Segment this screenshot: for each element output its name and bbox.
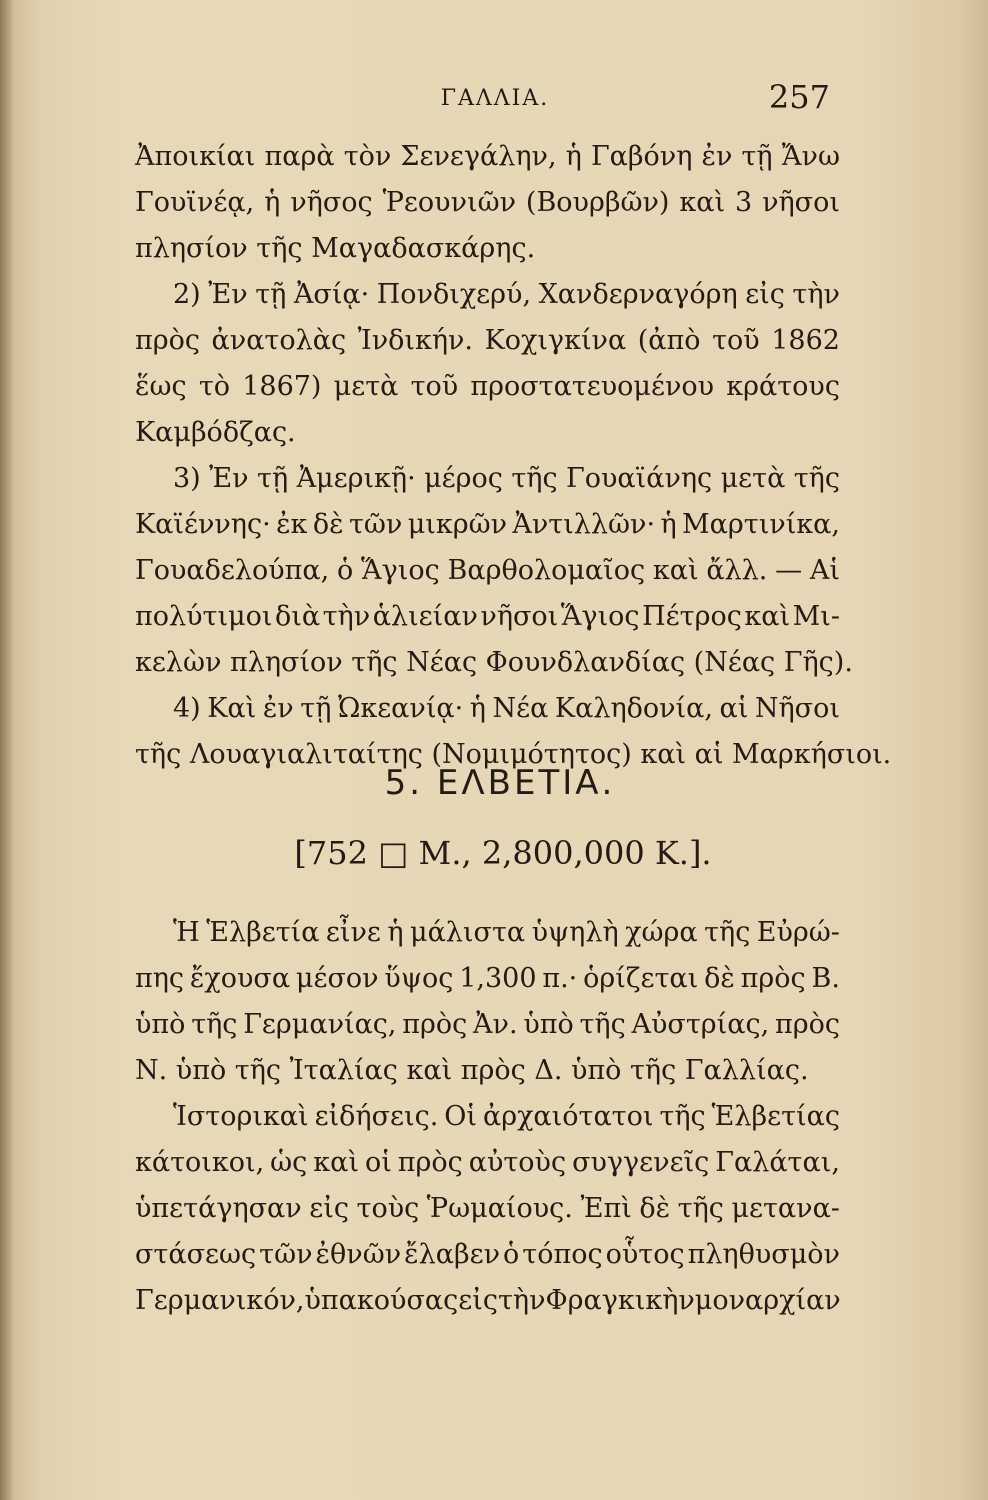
text-line: Ν. ὑπὸ τῆς Ἰταλίας καὶ πρὸς Δ. ὑπὸ τῆς Γαλλίας.	[135, 1055, 809, 1086]
text-block-switzerland	[135, 910, 840, 1324]
word: ὑπακούσας	[304, 1285, 459, 1316]
word: Ἅγιος	[361, 555, 440, 586]
word: ἔχουσα	[189, 963, 291, 994]
word: Ἐπὶ	[580, 1193, 632, 1224]
word: ἐκ	[276, 509, 308, 540]
section-stats: [752 □ Μ., 2,800,000 Κ.].	[294, 834, 712, 872]
word: Κοχιγκίνα	[484, 325, 627, 356]
word: μάλιστα	[410, 917, 526, 948]
text-line	[135, 502, 840, 548]
word: νῆσος	[290, 187, 373, 218]
word: 1867)	[242, 371, 322, 402]
word: εἶνε	[325, 917, 381, 948]
text-line: πλησίον τῆς Μαγαδασκάρης.	[135, 233, 536, 264]
word: Ἀποικίαι	[135, 141, 256, 172]
word: Ἄνω	[781, 141, 840, 172]
word: τοῦ	[712, 325, 760, 356]
word: 1,300	[459, 963, 537, 994]
word: εἰς	[309, 1193, 349, 1224]
word: πρὸς	[774, 1009, 840, 1040]
word: δὲ	[312, 509, 344, 540]
word: καὶ	[744, 601, 791, 632]
word: μετὰ	[720, 463, 786, 494]
word: τῇ	[741, 141, 773, 172]
word: ἡ	[660, 509, 677, 540]
word: ἐν	[701, 141, 733, 172]
word: ὕψος	[384, 963, 454, 994]
text-line	[135, 910, 840, 956]
word: 1862	[771, 325, 840, 356]
word: Ἀσίᾳ·	[293, 279, 370, 310]
word: Ἀντιλλῶν·	[512, 509, 656, 540]
word: Χανδερναγόρη	[538, 279, 738, 310]
word: Ἀμερικῇ·	[296, 463, 416, 494]
text-line	[135, 1094, 840, 1140]
word: Ἀν.	[473, 1009, 518, 1040]
word: τῆς	[191, 1009, 238, 1040]
word: Ἰνδικήν.	[357, 325, 474, 356]
word: Μι-	[792, 601, 840, 632]
word: Γουαϊάνης	[566, 463, 713, 494]
word: νῆσοι	[480, 601, 559, 632]
word: Ἐν	[209, 463, 249, 494]
word: ὑπὸ	[523, 1009, 574, 1040]
page-number: 257	[768, 78, 830, 116]
text-line	[135, 364, 840, 410]
word: Ἅγιος	[560, 601, 640, 632]
word: Καϊέννης·	[135, 509, 271, 540]
word: οὗτος	[605, 1239, 685, 1270]
word: Ῥεουνιῶν	[382, 187, 516, 218]
word: ἀνατολὰς	[211, 325, 347, 356]
word: π.·	[542, 963, 578, 994]
word: ὑπετάγησαν	[135, 1193, 302, 1224]
word: μέσον	[295, 963, 379, 994]
word: Πέτρος	[642, 601, 742, 632]
word: τῇ	[255, 279, 287, 310]
word: καὶ	[313, 1147, 359, 1178]
word: πρὸς	[740, 963, 806, 994]
word: Γαλάται,	[715, 1147, 840, 1178]
word: Νέα	[492, 693, 549, 724]
word: τῆς	[579, 1009, 626, 1040]
word: Πονδιχερύ,	[376, 279, 532, 310]
word: μοναρχίαν	[694, 1285, 841, 1316]
word: αἱ	[719, 693, 749, 724]
word: 3)	[173, 463, 201, 494]
word: Οἱ	[444, 1101, 477, 1132]
word: ἡ	[387, 917, 404, 948]
word: τῶν	[259, 1239, 313, 1270]
word: Σενεγάλην,	[400, 141, 557, 172]
word: ἐθνῶν	[315, 1239, 402, 1270]
word: στάσεως	[135, 1239, 257, 1270]
word: πρὸς	[397, 1147, 463, 1178]
word: καὶ	[679, 187, 726, 218]
word: Γερμανικόν,	[135, 1285, 305, 1316]
word: ὑπὸ	[135, 1009, 186, 1040]
text-line	[135, 1186, 840, 1232]
text-line	[135, 318, 840, 364]
word: πολύτιμοι	[135, 601, 273, 632]
word: τὴν	[792, 279, 840, 310]
word: διὰ	[275, 601, 321, 632]
word: αὐτοὺς	[468, 1147, 567, 1178]
word: Εὐρώ-	[756, 917, 840, 948]
word: ἡ	[565, 141, 582, 172]
page-spine-shadow	[0, 0, 14, 1500]
word: τὸν	[343, 141, 392, 172]
word: τῆς	[793, 463, 840, 494]
word: τοῦ	[410, 371, 459, 402]
text-line: τῆς Λουαγιαλιταίτης (Νομιμότητος) καὶ αἱ Μαρκήσιοι.	[135, 739, 892, 770]
word: ἕως	[135, 371, 187, 402]
word: ὁρίζεται	[583, 963, 699, 994]
word: μετανα-	[731, 1193, 840, 1224]
word: Γαβόνη	[590, 141, 693, 172]
word: εἰδήσεις.	[314, 1101, 439, 1132]
word: (ἀπὸ	[637, 325, 701, 356]
word: Γουϊνέᾳ,	[135, 187, 255, 218]
word: ὡς	[270, 1147, 308, 1178]
word: καὶ	[652, 555, 699, 586]
word: εἰς	[745, 279, 785, 310]
word: ὁ	[337, 555, 354, 586]
word: ἄλλ.	[706, 555, 768, 586]
word: 2)	[173, 279, 201, 310]
word: Καὶ	[207, 693, 257, 724]
word: κράτους	[726, 371, 840, 402]
word: μέρος	[424, 463, 503, 494]
word: 4)	[173, 693, 201, 724]
text-line	[135, 272, 840, 318]
text-line	[135, 180, 840, 226]
word: (Βουρβῶν)	[525, 187, 670, 218]
word: νῆσοι	[762, 187, 840, 218]
word: τὴν	[497, 1285, 546, 1316]
word: προστατευομένου	[470, 371, 715, 402]
word: τῇ	[257, 463, 289, 494]
text-line	[135, 134, 840, 180]
word: τόπος	[522, 1239, 603, 1270]
word: τῇ	[300, 693, 332, 724]
word: ἔλαβεν	[404, 1239, 500, 1270]
word: τὴν	[322, 601, 371, 632]
word: Ἡ	[173, 917, 200, 948]
word: τῆς	[704, 917, 751, 948]
word: ἁλιείαν	[372, 601, 478, 632]
word: Νῆσοι	[754, 693, 840, 724]
text-block-colonies	[135, 134, 892, 778]
word: Καληδονία,	[554, 693, 713, 724]
text-line	[135, 594, 840, 640]
word: Ὠκεανίᾳ·	[337, 693, 464, 724]
section-title: 5. ΕΛΒΕΤΙΑ.	[384, 763, 616, 803]
word: κάτοικοι,	[135, 1147, 265, 1178]
word: Β.	[811, 963, 840, 994]
word: δὲ	[639, 1193, 671, 1224]
word: τῶν	[348, 509, 403, 540]
word: Βαρθολομαῖος	[447, 555, 646, 586]
word: οἱ	[364, 1147, 392, 1178]
word: Γουαδελούπα,	[135, 555, 330, 586]
word: Φραγκικὴν	[545, 1285, 695, 1316]
word: παρὰ	[264, 141, 335, 172]
text-line	[135, 1002, 840, 1048]
word: 3	[734, 187, 753, 218]
text-line	[135, 956, 840, 1002]
text-line	[135, 456, 840, 502]
text-line	[135, 686, 840, 732]
word: Μαρτινίκα,	[682, 509, 840, 540]
text-line: Καμβόδζας.	[135, 417, 296, 448]
word: συγγενεῖς	[572, 1147, 710, 1178]
word: μικρῶν	[407, 509, 507, 540]
word: πρὸς	[402, 1009, 468, 1040]
word: —	[775, 555, 803, 586]
word: ὑψηλὴ	[531, 917, 619, 948]
word: τῆς	[677, 1193, 724, 1224]
word: Ἑλβετίας	[711, 1101, 840, 1132]
word: τῆς	[659, 1101, 706, 1132]
text-line	[135, 1278, 840, 1324]
word: Αὐστρίας,	[631, 1009, 770, 1040]
word: ἐν	[262, 693, 294, 724]
word: Ἱστορικαὶ	[173, 1101, 309, 1132]
word: Ἑλβετία	[206, 917, 320, 948]
word: ἡ	[264, 187, 281, 218]
word: Γερμανίας,	[243, 1009, 397, 1040]
word: εἰς	[458, 1285, 498, 1316]
word: Αἱ	[809, 555, 840, 586]
text-line	[135, 1232, 840, 1278]
word: πης	[135, 963, 185, 994]
word: ἀρχαιότατοι	[482, 1101, 654, 1132]
running-head: ΓΑΛΛΙΑ.	[440, 86, 550, 111]
word: Ἐν	[208, 279, 248, 310]
word: δὲ	[704, 963, 735, 994]
word: τῆς	[511, 463, 558, 494]
text-line	[135, 1140, 840, 1186]
word: ὁ	[503, 1239, 520, 1270]
word: τὸ	[198, 371, 231, 402]
text-line	[135, 548, 840, 594]
word: πληθυσμὸν	[687, 1239, 840, 1270]
word: Ῥωμαίους.	[426, 1193, 573, 1224]
word: ἡ	[469, 693, 486, 724]
word: πρὸς	[135, 325, 200, 356]
word: τοὺς	[356, 1193, 420, 1224]
word: χώρα	[625, 917, 698, 948]
word: μετὰ	[333, 371, 399, 402]
text-line: κελὼν πλησίον τῆς Νέας Φουνδλανδίας (Νέας Γῆς).	[135, 647, 853, 678]
